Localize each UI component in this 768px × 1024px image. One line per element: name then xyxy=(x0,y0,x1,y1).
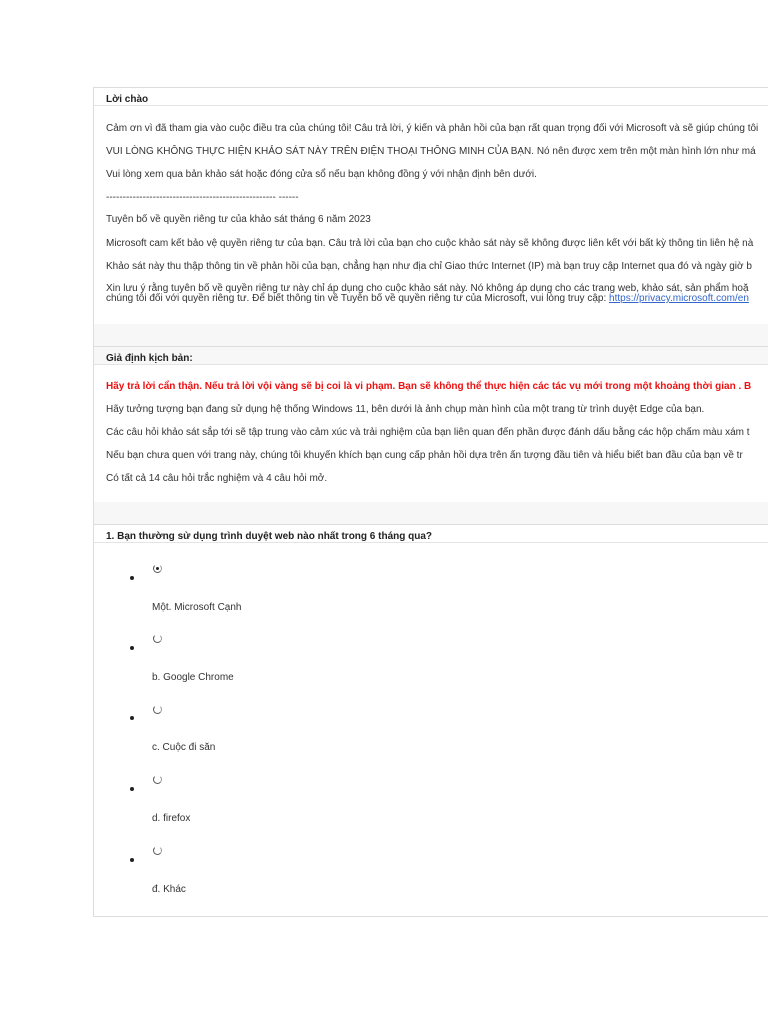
radio-button-option-b[interactable] xyxy=(153,634,162,643)
scenario-paragraph-imagine: Hãy tưởng tượng bạn đang sử dụng hệ thống Windows 11, bên dưới là ảnh chụp màn hình của một trang từ trình duyệt Edge của bạn. xyxy=(106,404,705,415)
privacy-scope-line-2: chúng tôi đối với quyền riêng tư. Để biết thông tin về Tuyên bố về quyền riêng tư của Microsoft, vui lòng truy cập: xyxy=(106,293,610,304)
scenario-warning: Hãy trả lời cẩn thận. Nếu trả lời vội vàng sẽ bị coi là vi phạm. Bạn sẽ không thể thực hiện các tác vụ mới trong một khoảng thời gian . B xyxy=(106,381,752,392)
greeting-title: Lời chào xyxy=(106,94,149,105)
list-bullet xyxy=(130,646,134,650)
greeting-header xyxy=(94,88,768,106)
greeting-divider-text: --------------------------------------------------- ------ xyxy=(106,192,299,203)
privacy-scope-line-1: Xin lưu ý rằng tuyên bố về quyền riêng tư này chỉ áp dụng cho cuộc khảo sát này. Nó không áp dụng cho các trang web, khảo sát, sản phẩm hoặ xyxy=(106,283,749,294)
radio-button-option-e[interactable] xyxy=(153,846,162,855)
privacy-paragraph-collection: Khảo sát này thu thập thông tin về phản hồi của bạn, chẳng hạn như địa chỉ Giao thức Internet (IP) mà bạn truy cập Internet qua đó và ngày giờ b xyxy=(106,261,752,272)
greeting-paragraph-close: Vui lòng xem qua bản khảo sát hoặc đóng cửa sổ nếu bạn không đồng ý với nhận định bên dưới. xyxy=(106,169,537,180)
radio-button-option-d[interactable] xyxy=(153,775,162,784)
question-1-title: 1. Bạn thường sử dụng trình duyệt web nào nhất trong 6 tháng qua? xyxy=(106,531,433,542)
list-bullet xyxy=(130,716,134,720)
privacy-paragraph-scope xyxy=(106,284,749,304)
scenario-paragraph-count: Có tất cả 14 câu hỏi trắc nghiệm và 4 câu hỏi mở. xyxy=(106,473,328,484)
privacy-statement-title: Tuyên bố về quyền riêng tư của khảo sát tháng 6 năm 2023 xyxy=(106,214,371,225)
option-label: b. Google Chrome xyxy=(152,672,234,683)
scenario-footer-band xyxy=(94,502,768,524)
option-label: đ. Khác xyxy=(152,884,186,895)
greeting-paragraph-thanks: Cảm ơn vì đã tham gia vào cuộc điều tra của chúng tôi! Câu trả lời, ý kiến và phản hồi của bạn rất quan trọng đối với Microsoft và sẽ giúp chúng tôi xyxy=(106,123,759,134)
greeting-footer-band xyxy=(94,324,768,346)
radio-button-option-a[interactable] xyxy=(153,564,162,573)
option-label: d. firefox xyxy=(152,813,191,824)
scenario-title: Giả định kịch bản: xyxy=(106,353,193,364)
scenario-paragraph-first-impression: Nếu bạn chưa quen với trang này, chúng tôi khuyến khích bạn cung cấp phản hồi dựa trên ấn tượng đầu tiên và hiểu biết ban đầu của bạn về tr xyxy=(106,450,743,461)
greeting-paragraph-no-phone: VUI LÒNG KHÔNG THỰC HIỆN KHẢO SÁT NÀY TRÊN ĐIỆN THOẠI THÔNG MINH CỦA BẠN. Nó nên được xem trên một màn hình lớn như má xyxy=(106,146,756,157)
privacy-paragraph-commitment: Microsoft cam kết bảo vệ quyền riêng tư của bạn. Câu trả lời của bạn cho cuộc khảo sát này sẽ không được liên kết với bất kỳ thông tin liên hệ nà xyxy=(106,238,754,249)
option-label: c. Cuộc đi săn xyxy=(152,742,216,753)
survey-form xyxy=(93,87,768,917)
scenario-paragraph-focus: Các câu hỏi khảo sát sắp tới sẽ tập trung vào cảm xúc và trải nghiệm của bạn liên quan đến phần được đánh dấu bằng các hộp chấm màu xám t xyxy=(106,427,750,438)
list-bullet xyxy=(130,787,134,791)
privacy-link[interactable]: https://privacy.microsoft.com/en xyxy=(609,293,749,304)
option-label: Một. Microsoft Cạnh xyxy=(152,602,242,613)
scenario-header xyxy=(94,347,768,365)
list-bullet xyxy=(130,858,134,862)
list-bullet xyxy=(130,576,134,580)
question-1-header xyxy=(94,525,768,543)
radio-button-option-c[interactable] xyxy=(153,705,162,714)
